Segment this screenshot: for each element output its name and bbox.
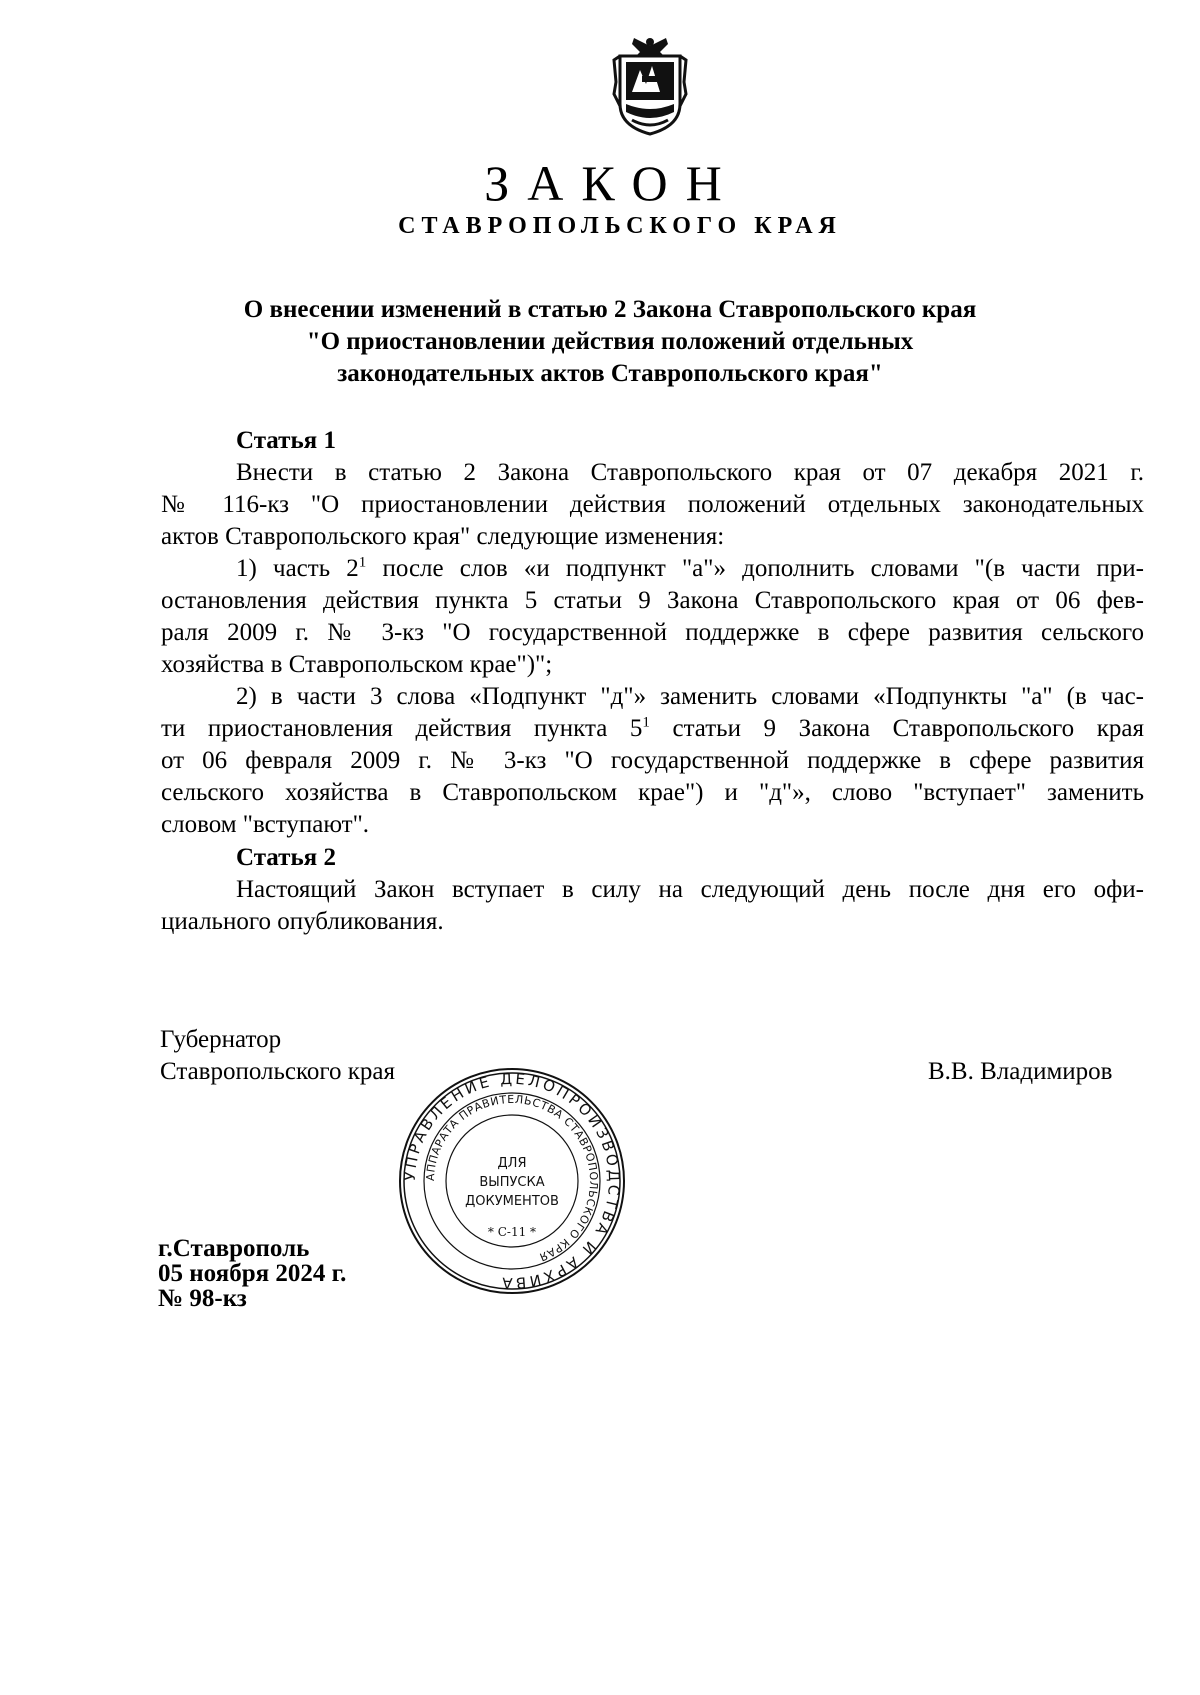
article-1-body [161,457,1144,841]
subject-line: законодательных актов Ставропольского края" [337,360,883,387]
text-run: после слов «и подпункт "а"» дополнить словами "(в части при- [366,555,1145,582]
official-seal [397,1066,627,1296]
amendment-item-1-line: хозяйства в Ставропольском крае")"; [161,651,553,678]
signatory-position [160,1024,395,1088]
seal-outer-text: УПРАВЛЕНИЕ ДЕЛОПРОИЗВОДСТВА И АРХИВА [400,1069,624,1293]
article-2-heading: Статья 2 [236,844,336,871]
document-metadata [158,1236,346,1311]
document-type-title: ЗАКОН [484,155,740,211]
place-of-signing: г.Ставрополь [158,1235,310,1262]
seal-code: * С-11 * [487,1225,537,1239]
superscript: 1 [642,714,650,731]
position-line: Ставропольского края [160,1058,395,1085]
subject-line: О внесении изменений в статью 2 Закона Ставропольского края [243,296,977,323]
paragraph-line: циального опубликования. [161,908,444,935]
seal-center-line: ДЛЯ [497,1156,527,1171]
amendment-item-1-line: раля 2009 г. № 3-кз "О государственной поддержке в сфере развития сельского [161,619,1144,646]
text-run: статьи 9 Закона Ставропольского края [649,715,1144,742]
seal-inner-text: АППАРАТА ПРАВИТЕЛЬСТВА СТАВРОПОЛЬСКОГО КРАЯ [423,1092,601,1264]
paragraph-line: Настоящий Закон вступает в силу на следующий день после дня его офи- [236,876,1144,903]
subject-line: "О приостановлении действия положений отдельных [306,328,914,355]
superscript: 1 [358,554,367,571]
amendment-item-1-line: остановления действия пункта 5 статьи 9 Закона Ставропольского края от 06 фев- [161,587,1144,614]
seal-center-line: ВЫПУСКА [479,1175,545,1190]
amendment-item-2-line: от 06 февраля 2009 г. № 3-кз "О государственной поддержке в сфере развития [161,747,1144,774]
amendment-item-2-line: словом "вступают". [161,811,370,838]
signatory-name: В.В. Владимиров [928,1058,1113,1085]
seal-center-line: ДОКУМЕНТОВ [465,1194,559,1209]
amendment-item-1-line [161,553,1144,585]
text-run: 1) часть 2 [236,555,359,582]
date-of-signing: 05 ноября 2024 г. [158,1260,347,1287]
law-number: № 98-кз [158,1285,247,1312]
amendment-item-2-line: сельского хозяйства в Ставропольском крае") и "д"», слово "вступает" заменить [161,779,1144,806]
law-subject-heading [150,294,1070,390]
coat-of-arms-icon [612,34,688,138]
article-1-heading: Статья 1 [236,427,336,454]
document-issuer-subtitle: СТАВРОПОЛЬСКОГО КРАЯ [398,213,842,239]
paragraph-line: Внести в статью 2 Закона Ставропольского края от 07 декабря 2021 г. [236,459,1144,486]
amendment-item-2-line: 2) в части 3 слова «Подпункт "д"» заменить словами «Подпункты "а" (в час- [236,683,1144,710]
position-line: Губернатор [160,1026,282,1053]
amendment-item-2-line [161,713,1144,745]
paragraph-line: № 116-кз "О приостановлении действия положений отдельных законодательных [161,491,1144,518]
paragraph-line: актов Ставропольского края" следующие изменения: [161,523,725,550]
article-2-body [161,874,1144,938]
text-run: ти приостановления действия пункта 5 [161,715,643,742]
